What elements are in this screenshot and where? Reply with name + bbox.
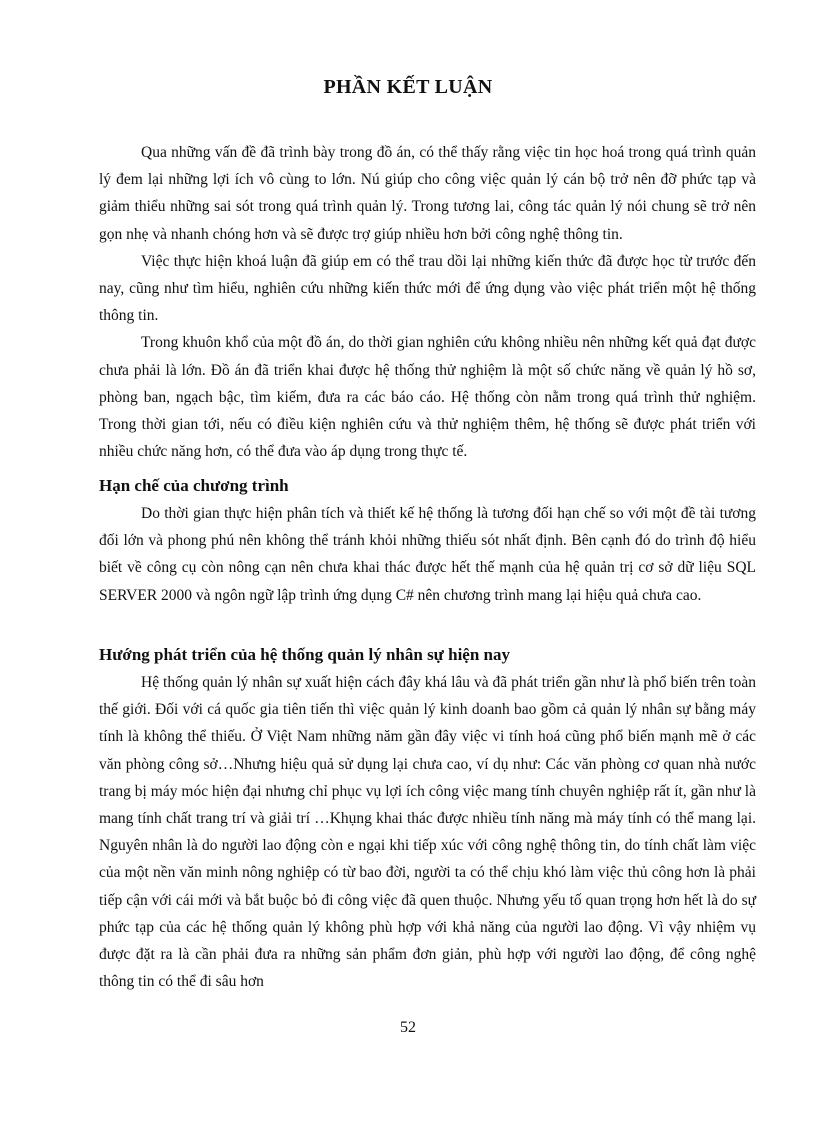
direction-heading: Hướng phát triển của hệ thống quản lý nhân sự hiện nay: [99, 645, 511, 664]
page-title: PHẦN KẾT LUẬN: [323, 76, 493, 98]
direction-paragraph: Hệ thống quản lý nhân sự xuất hiện cách đây khá lâu và đã phát triển gần như là phổ biến trên toàn thế giới. Đối với cá quốc gia tiên tiến thì việc quản lý kinh doanh bao gồm cả quản lý nhân sự bằng máy tính là không thể thiếu. Ở Việt Nam những năm gần đây việc vi tính hoá cũng phổ biến mạnh mẽ ở các văn phòng công sở…Nhưng hiệu quả sử dụng lại chưa cao, ví dụ như: Các văn phòng cơ quan nhà nước trang bị máy móc hiện đại nhưng chỉ phục vụ lợi ích công việc mang tính chuyên nghiệp rất ít, gần như là mang tính chất trang trí và giải trí …Khụng khai thác được nhiều tính năng mà máy tính có thể mang lại. Nguyên nhân là do người lao động còn e ngại khi tiếp xúc với công nghệ thông tin, do tính chất làm việc của một nền văn minh nông nghiệp có từ bao đời, người ta có thể chịu khó làm việc thủ công hơn là phải tiếp cận với cái mới và bắt buộc bỏ đi công việc đã quen thuộc. Nhưng yếu tố quan trọng hơn hết là do sự phức tạp của các hệ thống quản lý không phù hợp với khả năng của người lao động. Vì vậy nhiệm vụ được đặt ra là cần phải đưa ra những sản phẩm đơn giản, phù hợp với người lao động, để công nghệ thông tin có thể đi sâu hơn: [99, 674, 756, 991]
limitations-heading: Hạn chế của chương trình: [99, 476, 289, 495]
direction-section: [99, 641, 756, 995]
intro-paragraph-2: Việc thực hiện khoá luận đã giúp em có thể trau dồi lại những kiến thức đã được học từ trước đến nay, cũng như tìm hiểu, nghiên cứu những kiến thức mới để ứng dụng vào việc phát triển một hệ thống thông tin.: [99, 252, 756, 325]
page-number: 52: [400, 1019, 416, 1036]
limitations-paragraph: Do thời gian thực hiện phân tích và thiết kế hệ thống là tương đối hạn chế so với một đề tài tương đối lớn và phong phú nên không thể tránh khỏi những thiếu sót nhất định. Bên cạnh đó do trình độ hiểu biết về công cụ còn nông cạn nên chưa khai thác được hết thế mạnh của hệ quản trị cơ sở dữ liệu SQL SERVER 2000 và ngôn ngữ lập trình ứng dụng C# nên chương trình mang lại hiệu quả chưa cao.: [99, 505, 756, 604]
intro-paragraph-3: Trong khuôn khổ của một đồ án, do thời gian nghiên cứu không nhiều nên những kết quả đạt được chưa phải là lớn. Đồ án đã triển khai được hệ thống thử nghiệm là một số chức năng về quản lý hồ sơ, phòng ban, ngạch bậc, tìm kiếm, đưa ra các báo cáo. Hệ thống còn nằm trong quá trình thử nghiệm. Trong thời gian tới, nếu có điều kiện nghiên cứu và thử nghiệm thêm, hệ thống sẽ được phát triển với nhiều chức năng hơn, có thể đưa vào áp dụng trong thực tế.: [99, 334, 756, 461]
intro-section: [99, 139, 756, 465]
intro-paragraph-1: Qua những vấn đề đã trình bày trong đồ án, có thể thấy rằng việc tin học hoá trong quá trình quản lý đem lại những lợi ích vô cùng to lớn. Nú giúp cho công việc quản lý cán bộ trở nên đỡ phức tạp và giảm thiểu những sai sót trong quá trình quản lý. Trong tương lai, công tác quản lý nói chung sẽ trở nên gọn nhẹ và nhanh chóng hơn và sẽ được trợ giúp nhiều hơn bởi công nghệ thông tin.: [99, 144, 756, 243]
limitations-section: [99, 472, 756, 609]
